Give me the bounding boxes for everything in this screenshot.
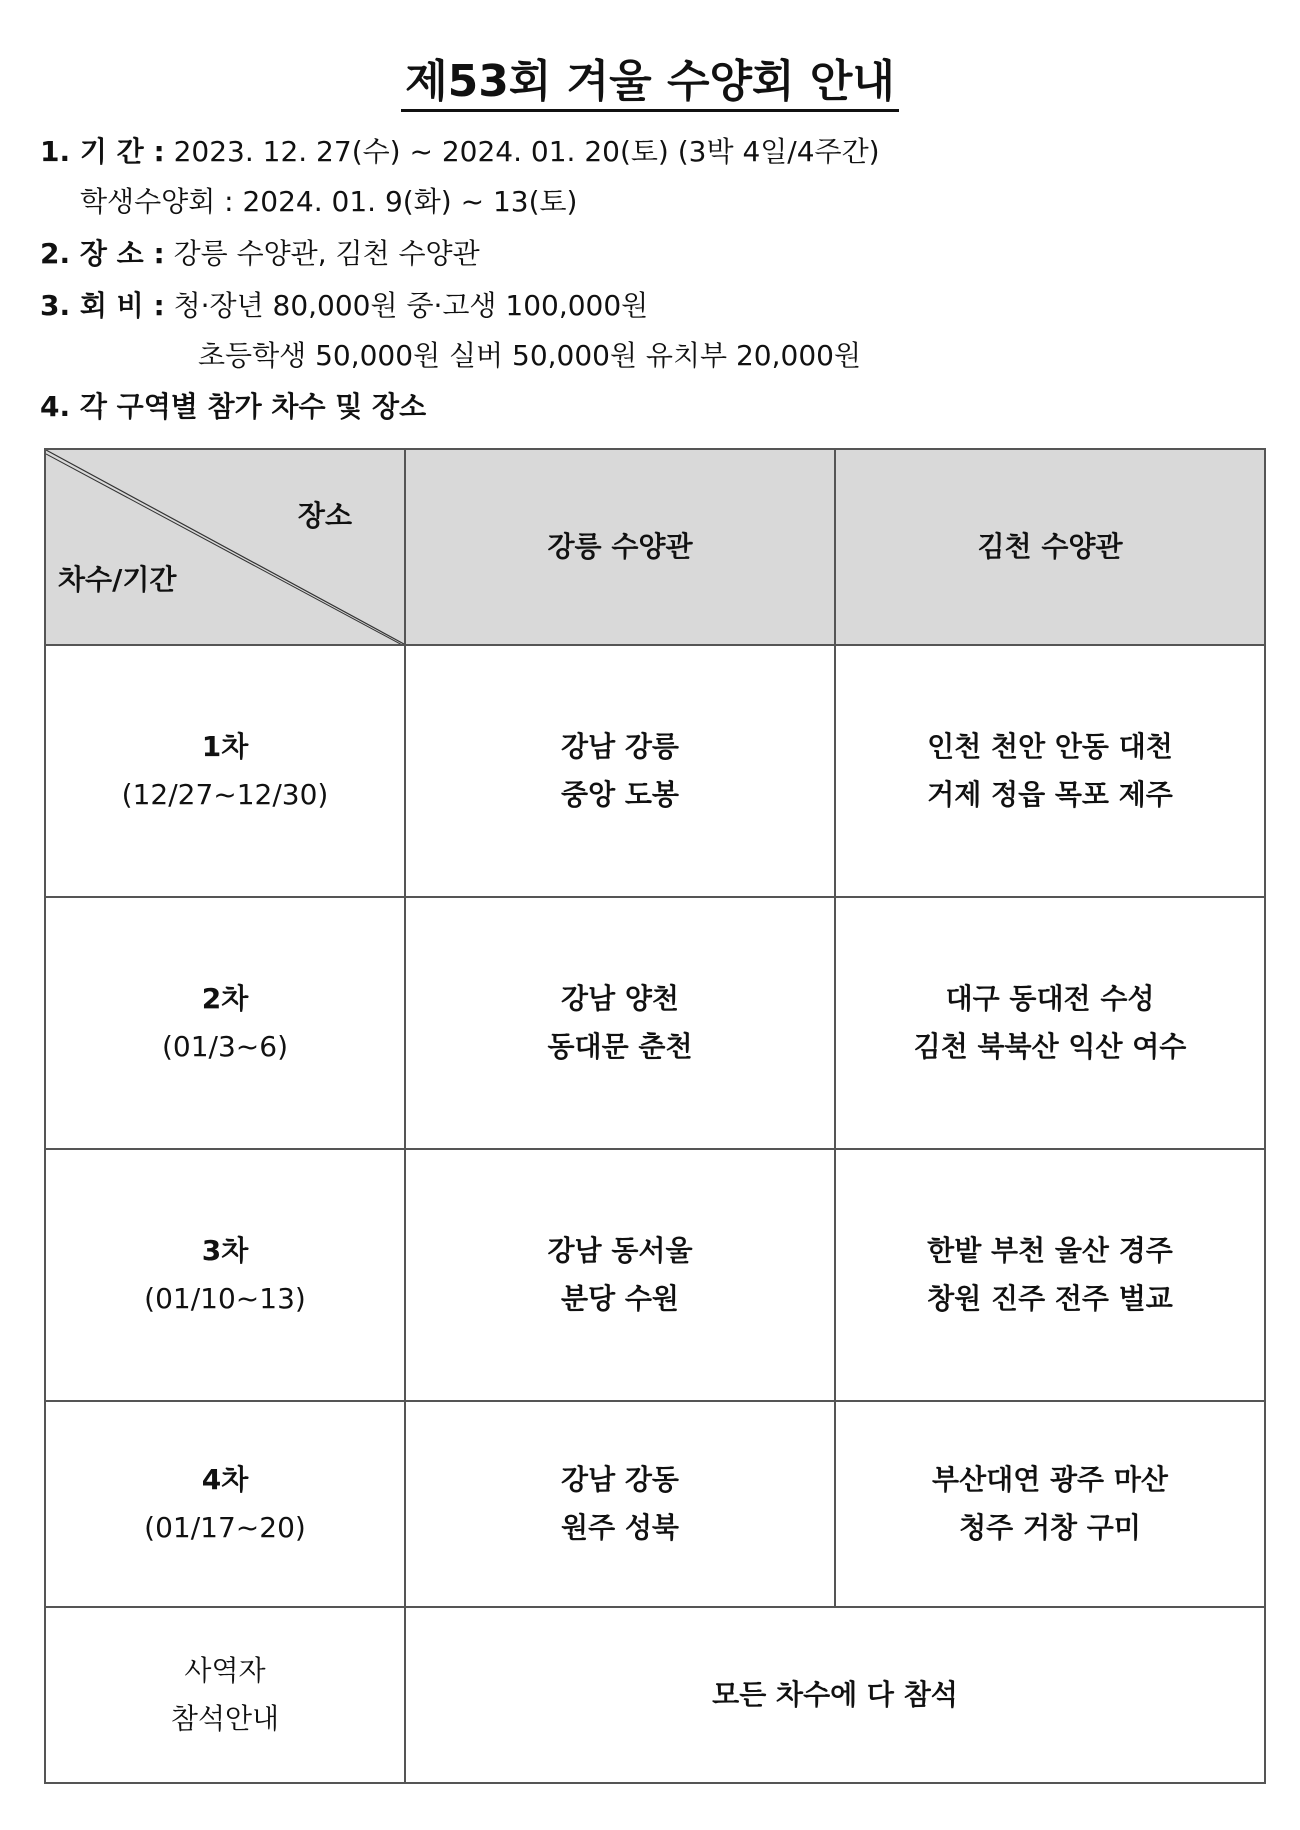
minister-label-cell <box>45 1607 405 1783</box>
student-period-value: 2024. 01. 9(화) ~ 13(토) <box>233 185 578 218</box>
minister-label-2: 참석안내 <box>170 1702 280 1735</box>
place-value: 강릉 수양관, 김천 수양관 <box>164 237 480 270</box>
round-cell <box>45 1149 405 1401</box>
region-line: 강남 강릉 <box>561 730 679 763</box>
table-row <box>45 1149 1265 1401</box>
region-line: 중앙 도봉 <box>561 778 679 811</box>
schedule-table <box>44 448 1266 1784</box>
region-line: 강남 강동 <box>561 1463 679 1496</box>
header-round-label: 차수/기간 <box>58 563 177 596</box>
round-period: (12/27~12/30) <box>121 778 329 811</box>
region-line: 강남 양천 <box>561 982 679 1015</box>
region-line: 강남 동서울 <box>547 1234 693 1267</box>
fee-line-2 <box>198 336 861 376</box>
region-line: 부산대연 광주 마산 <box>932 1463 1168 1496</box>
fee-label: 3. 회 비 : <box>40 289 165 322</box>
header-gangneung: 강릉 수양관 <box>405 449 835 645</box>
region-line: 청주 거창 구미 <box>959 1511 1141 1544</box>
fee-value-2: 초등학생 50,000원 실버 50,000원 유치부 20,000원 <box>198 339 861 372</box>
round-period: (01/3~6) <box>162 1030 288 1063</box>
table-row <box>45 645 1265 897</box>
gimcheon-cell <box>835 1401 1265 1607</box>
place-label: 2. 장 소 : <box>40 237 165 270</box>
header-gimcheon: 김천 수양관 <box>835 449 1265 645</box>
header-place-label: 장소 <box>297 499 352 532</box>
place-line <box>40 234 480 274</box>
region-line: 창원 진주 전주 벌교 <box>927 1282 1173 1315</box>
round-cell <box>45 1401 405 1607</box>
region-line: 동대문 춘천 <box>547 1030 693 1063</box>
round-label: 4차 <box>201 1463 249 1496</box>
period-value: 2023. 12. 27(수) ~ 2024. 01. 20(토) (3박 4일/4주간) <box>164 135 880 168</box>
student-period-label: 학생수양회 : <box>80 185 234 218</box>
header-diagonal-cell <box>45 449 405 645</box>
region-line: 한밭 부천 울산 경주 <box>927 1234 1173 1267</box>
round-label: 3차 <box>201 1234 249 1267</box>
gangneung-cell <box>405 1401 835 1607</box>
region-line: 분당 수원 <box>561 1282 679 1315</box>
round-label: 2차 <box>201 982 249 1015</box>
region-line: 대구 동대전 수성 <box>945 982 1155 1015</box>
gimcheon-cell <box>835 897 1265 1149</box>
gimcheon-cell <box>835 1149 1265 1401</box>
round-label: 1차 <box>201 730 249 763</box>
minister-label-1: 사역자 <box>184 1654 266 1687</box>
minister-row <box>45 1607 1265 1783</box>
region-line: 김천 북북산 익산 여수 <box>913 1030 1187 1063</box>
student-period-line <box>80 182 577 222</box>
round-cell <box>45 897 405 1149</box>
gangneung-cell <box>405 1149 835 1401</box>
region-line: 원주 성북 <box>561 1511 679 1544</box>
diagonal-divider <box>46 450 404 644</box>
gimcheon-cell <box>835 645 1265 897</box>
region-line: 인천 천안 안동 대천 <box>927 730 1173 763</box>
table-row <box>45 1401 1265 1607</box>
gangneung-cell <box>405 645 835 897</box>
gangneung-cell <box>405 897 835 1149</box>
fee-line <box>40 286 648 326</box>
page-title-text: 제53회 겨울 수양회 안내 <box>401 56 899 112</box>
table-header-row <box>45 449 1265 645</box>
period-label: 1. 기 간 : <box>40 135 165 168</box>
page-title <box>0 52 1300 112</box>
round-period: (01/17~20) <box>144 1511 306 1544</box>
table-row <box>45 897 1265 1149</box>
fee-value-1: 청·장년 80,000원 중·고생 100,000원 <box>164 289 649 322</box>
minister-value-cell: 모든 차수에 다 참석 <box>405 1607 1265 1783</box>
region-line: 거제 정읍 목포 제주 <box>927 778 1173 811</box>
round-cell <box>45 645 405 897</box>
section-heading: 4. 각 구역별 참가 차수 및 장소 <box>40 390 427 423</box>
period-line <box>40 132 880 172</box>
round-period: (01/10~13) <box>144 1282 306 1315</box>
